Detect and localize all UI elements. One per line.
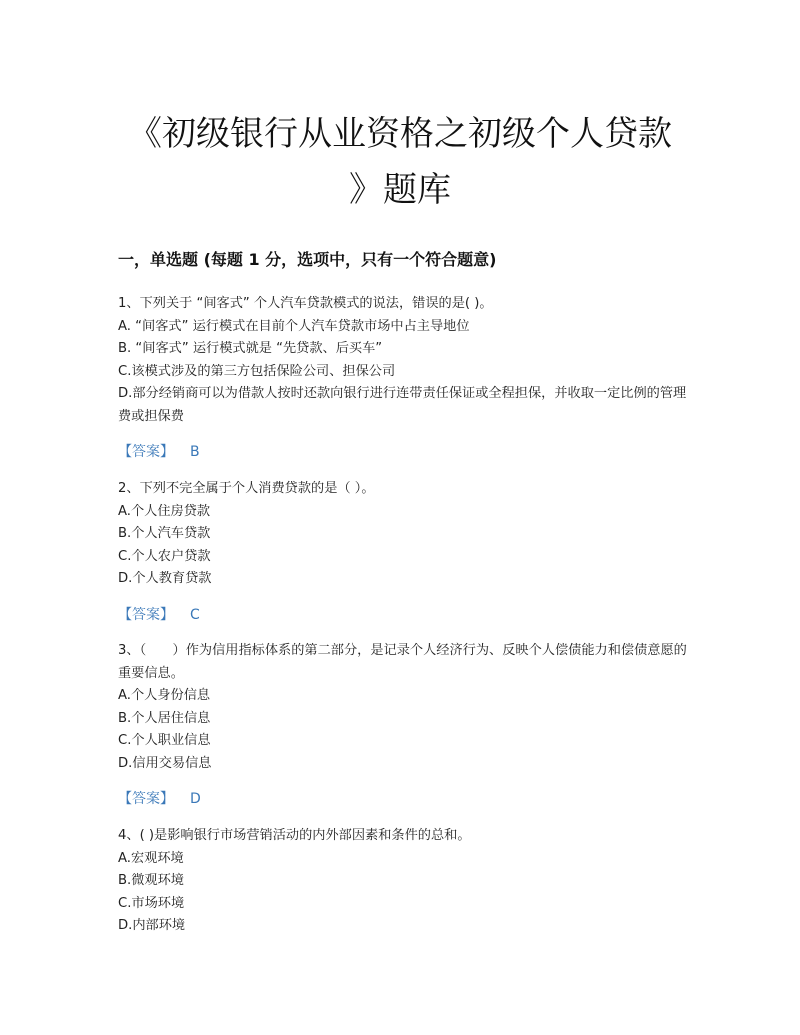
- option-a: A.宏观环境: [118, 850, 184, 866]
- answer-label: 【答案】: [118, 606, 174, 623]
- option-c: C.个人职业信息: [118, 733, 211, 748]
- option-c: C.市场环境: [118, 895, 185, 911]
- option-a: A. “间客式” 运行模式在目前个人汽车贷款市场中占主导地位: [118, 318, 470, 334]
- question-3: [118, 640, 688, 810]
- option-a: A.个人身份信息: [118, 688, 211, 703]
- option-a: A.个人住房贷款: [118, 503, 211, 519]
- answer-value: D: [190, 791, 201, 807]
- answer-line: [118, 441, 688, 463]
- answer-value: C: [190, 606, 200, 623]
- question-2: [118, 478, 688, 626]
- answer-label: 【答案】: [118, 444, 174, 460]
- question-text: 1、下列关于 “间客式” 个人汽车贷款模式的说法，错误的是( )。: [118, 296, 493, 311]
- option-c: C.该模式涉及的第三方包括保险公司、担保公司: [118, 363, 396, 379]
- question-1: [118, 293, 688, 463]
- option-d: D.信用交易信息: [118, 755, 212, 771]
- question-text: 2、下列不完全属于个人消费贷款的是（ ）。: [118, 481, 375, 496]
- question-text: 4、( )是影响银行市场营销活动的内外部因素和条件的总和。: [118, 828, 471, 843]
- title-line-1: 《初级银行从业资格之初级个人贷款: [128, 114, 672, 154]
- section-heading: 一，单选题 (每题 1 分，选项中，只有一个符合题意): [118, 250, 497, 269]
- answer-line: [118, 604, 688, 626]
- option-d: D.部分经销商可以为借款人按时还款向银行进行连带责任保证或全程担保，并收取一定比例的管理费或担保费: [118, 386, 687, 424]
- answer-label: 【答案】: [118, 791, 174, 807]
- option-b: B. “间客式” 运行模式就是 “先贷款、后买车”: [118, 341, 383, 356]
- option-b: B.个人居住信息: [118, 710, 211, 726]
- question-text: 3、（ ）作为信用指标体系的第二部分，是记录个人经济行为、反映个人偿债能力和偿债意愿的重要信息。: [118, 643, 687, 681]
- document-title: [100, 106, 700, 218]
- option-b: B.个人汽车贷款: [118, 526, 211, 541]
- answer-value: B: [190, 444, 200, 460]
- title-line-2: 》题库: [349, 170, 451, 210]
- option-c: C.个人农户贷款: [118, 548, 211, 564]
- question-4: [118, 825, 688, 938]
- option-d: D.内部环境: [118, 918, 186, 933]
- option-b: B.微观环境: [118, 873, 184, 888]
- answer-line: [118, 788, 688, 810]
- option-d: D.个人教育贷款: [118, 571, 212, 586]
